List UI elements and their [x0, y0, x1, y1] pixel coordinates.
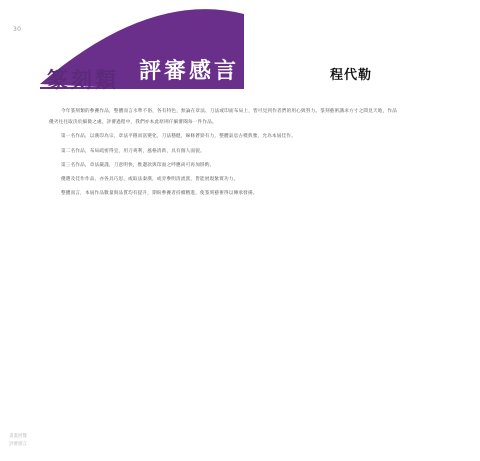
paragraph: 今年篆刻類的參賽作品，整體而言水準不俗，各有特色，無論在章法、刀法或印面布局上，皆可見到作者們的用心與努力。篆刻藝術講求方寸之間見天地，作品優劣往往取決於細微之處，評審過程中，我們亦本此原則仔細審閱每一件作品。: [49, 109, 397, 126]
page-number: 30: [13, 26, 22, 33]
category-label: 篆刻類: [47, 67, 119, 92]
paragraph: 整體而言，本屆作品數量與品質均有提升，期盼參賽者持續精進，使篆刻藝術得以傳承發揚。: [61, 191, 258, 197]
footer-line: 評審感言: [9, 442, 27, 447]
author-name: 程代勒: [330, 68, 373, 83]
footer-line: 書畫展覽: [9, 434, 27, 439]
body-text: [49, 106, 397, 202]
paragraph: 第二名作品，布局疏密得宜，用刀爽利，風格清新，具有個人面貌。: [61, 148, 205, 154]
paragraph: 第三名作品，章法嚴謹，刀意明快，惟邊款與印面之呼應尚可再加斟酌。: [61, 162, 215, 168]
section-title: 評審感言: [139, 58, 240, 84]
paragraph: 優選及佳作作品，亦各具巧思，或取法秦漢，或旁參明清流派，皆能展現紮實功力。: [61, 177, 239, 183]
paragraph: 第一名作品，以漢印為宗，章法平穩而富變化，刀法穩健，線條蒼勁有力，整體氣息古樸典雅，允為本屆佳作。: [61, 134, 296, 140]
footer-print-info: [9, 433, 27, 449]
header-banner: [0, 0, 480, 120]
